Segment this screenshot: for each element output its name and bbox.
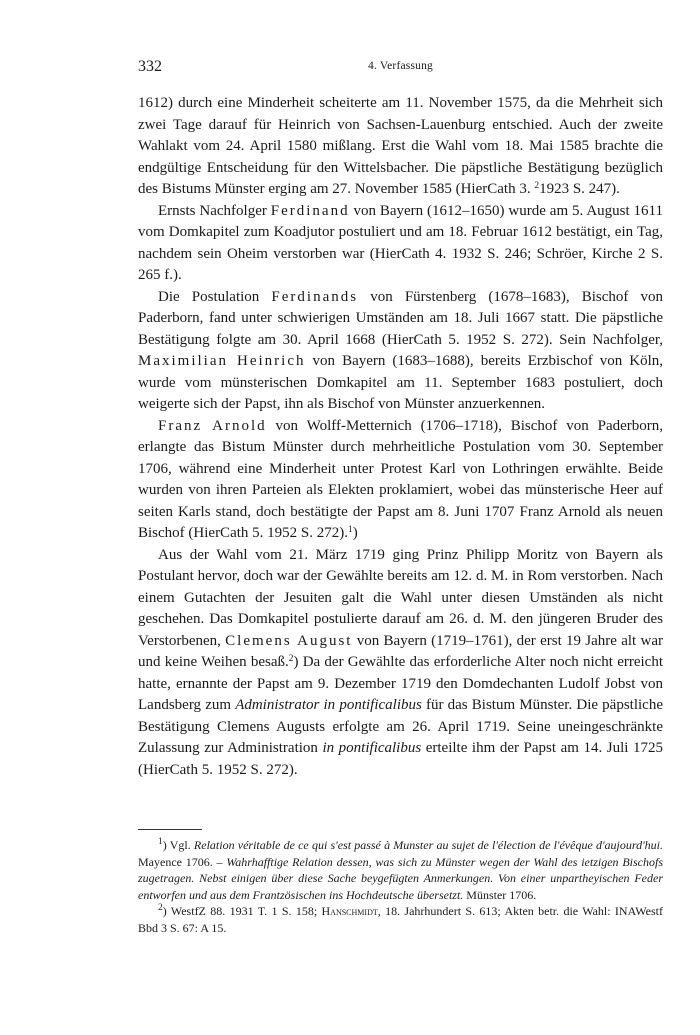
- paragraph-3: Die Postulation Ferdinands von Fürstenberg (1678–1683), Bischof von Paderborn, fand unter schwierigen Umständen am 18. Juli 1667 statt. Die päpstliche Bestätigung folgte am 30. April 1668 (HierCath 5. 1952 S. 272). Sein Nachfolger, Maximilian Heinrich von Bayern (1683–1688), bereits Erzbischof von Köln, wurde vom münsterischen Domkapitel am 11. September 1683 postuliert, doch weigerte sich der Papst, ihn als Bischof von Münster anzuerkennen.: [138, 288, 664, 412]
- footnote-2: $^2$) WestfZ 88. 1931 T. 1 S. 158; Hanschmidt, 18. Jahrhundert S. 613; Akten betr. die Wahl: INAWestf Bbd 3 S. 67: A 15.: [138, 903, 663, 935]
- paragraph-2: Ernsts Nachfolger Ferdinand von Bayern (1612–1650) wurde am 5. August 1611 vom Domkapitel zum Koadjutor postuliert und am 18. Februar 1612 bestätigt, ein Tag, nachdem sein Oheim verstorben war (HierCath 4. 1932 S. 246; Schröer, Kirche 2 S. 265 f.).: [138, 202, 663, 283]
- page-number: 332: [138, 58, 162, 75]
- paragraph-5: Aus der Wahl vom 21. März 1719 ging Prinz Philipp Moritz von Bayern als Postulant hervor, doch war der Gewählte bereits am 12. d. M. in Rom verstorben. Nach einem Gutachten der Jesuiten galt die Wahl unter diesen Umständen als nicht geschehen. Das Domkapitel postulierte darauf am 26. d. M. den jüngeren Bruder des Verstorbenen, Clemens August von Bayern (1719–1761), der erst 19 Jahre alt war und keine Weihen besaß.$^2$) Da der Gewählte das erforderliche Alter noch nicht erreicht hatte, ernannte der Papst am 9. Dezember 1719 den Domdechanten Ludolf Jobst von Landsberg zum Administrator in pontificalibus für das Bistum Münster. Die päpstliche Bestätigung Clemens Augusts erfolgte am 26. April 1719. Seine uneingeschränkte Zulassung zur Administration in pontificalibus erteilte ihm der Papst am 14. Juli 1725 (HierCath 5. 1952 S. 272).: [138, 546, 663, 778]
- paragraph-4: Franz Arnold von Wolff-Metternich (1706–1718), Bischof von Paderborn, erlangte das Bistum Münster durch mehrheitliche Postulation vom 30. September 1706, während eine Minderheit unter Protest Karl von Lothringen erwählte. Beide wurden von ihren Parteien als Elekten proklamiert, wobei das münsterische Heer auf seiten Karls stand, doch bestätigte der Papst am 8. Juni 1707 Franz Arnold als neuen Bischof (HierCath 5. 1952 S. 272).$^1$): [138, 417, 663, 541]
- body-text: [138, 93, 663, 781]
- running-head: 4. Verfassung: [368, 60, 433, 72]
- footnote-separator: [138, 829, 202, 830]
- footnotes: [138, 837, 663, 936]
- superscript-edition: 2: [534, 181, 540, 191]
- person-name: Franz Arnold: [158, 417, 267, 434]
- person-name: Maximilian Heinrich: [138, 353, 306, 369]
- page-header: [138, 58, 663, 78]
- person-name: Ferdinand: [270, 202, 350, 219]
- footnote-ref-2: 2: [288, 654, 294, 664]
- footnote-ref-1: 1: [347, 525, 353, 535]
- paragraph-1: 1612) durch eine Minderheit scheiterte am 11. November 1575, da die Mehrheit sich zwei Tage darauf für Heinrich von Sachsen-Lauenburg entschied. Auch der zweite Wahlakt vom 24. April 1580 mißlang. Erst die Wahl vom 18. Mai 1585 brachte die endgültige Entscheidung für den Wittelsbacher. Die päpstliche Bestätigung bezüglich des Bistums Münster erging am 27. November 1585 (HierCath 3. $^2$1923 S. 247).: [138, 95, 663, 197]
- footnote-1: $^1$) Vgl. Relation véritable de ce qui s'est passé à Munster au sujet de l'élection de l'évêque d'aujourd'hui. Mayence 1706. – Wahrhafftige Relation dessen, was sich zu Münster wegen der Wahl des ietzigen Bischofs zugetragen. Nebst einigen über diese Sache beygefügten Anmerkungen. Von einer unpartheyischen Feder entworfen und aus dem Frantzösischen ins Hochdeutsche übersetzt. Münster 1706.: [138, 837, 663, 902]
- person-name: Ferdinands: [271, 288, 359, 305]
- person-name: Clemens August: [225, 632, 353, 649]
